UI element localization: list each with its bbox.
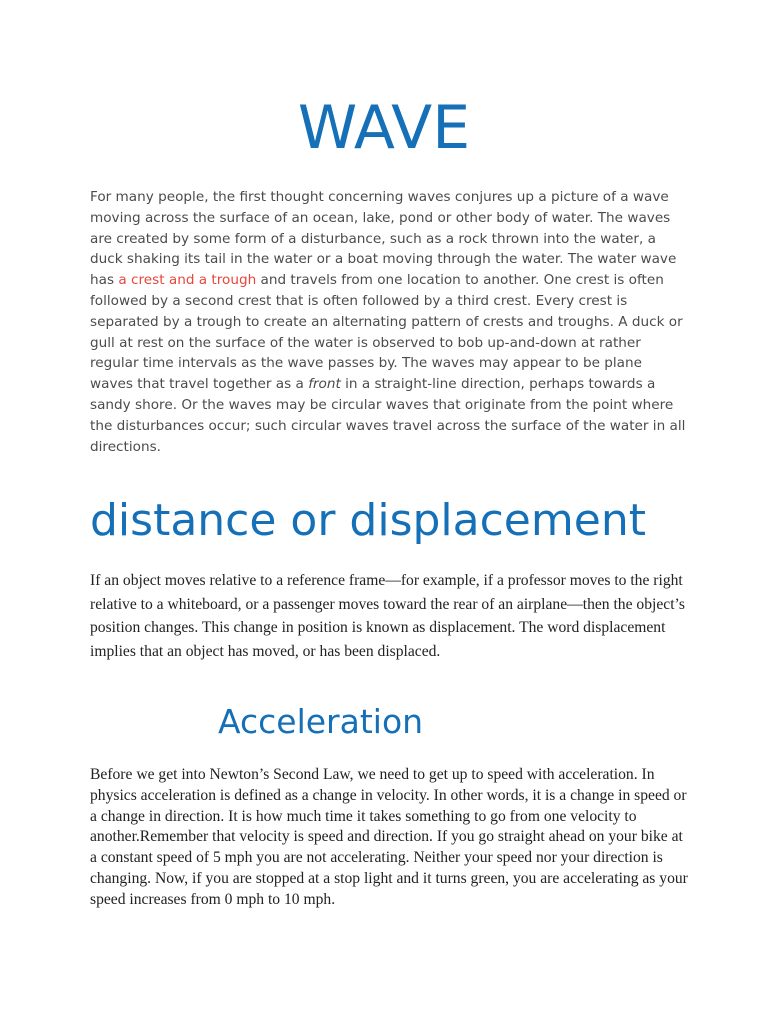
displacement-heading: distance or displacement [90,495,646,546]
displacement-paragraph: If an object moves relative to a reference frame—for example, if a professor moves to the right relative to a whiteboard, or a passenger moves toward the rear of an airplane—then the object’s position changes. This change in position is known as displacement. The word displacement implies that an object has moved, or has been displaced. [90,572,685,660]
acceleration-paragraph: Before we get into Newton’s Second Law, we need to get up to speed with acceleration. In physics acceleration is defined as a change in velocity. In other words, it is a change in speed or a change in direction. It is how much time it takes something to go from one velocity to another.Remember that velocity is speed and direction. If you go straight ahead on your bike at a constant speed of 5 mph you are not accelerating. Neither your speed nor your direction is changing. Now, if you are stopped at a stop light and it turns green, you are accelerating as your speed increases from 0 mph to 10 mph. [90,766,688,908]
intro-italic: front [308,376,341,393]
intro-text-2: and travels from one location to another. One crest is often followed by a second crest that is often followed by a third crest. Every crest is separated by a trough to create an alternating pattern of crests and troughs. A duck or gull at rest on the surface of the water is observed to bob up-and-down at rather regular time intervals as the wave passes by. The waves may appear to be plane waves that travel together as a [90,272,683,393]
intro-text-1: For many people, the first thought concerning waves conjures up a picture of a wave moving across the surface of an ocean, lake, pond or other body of water. The waves are created by some form of a disturbance, such as a rock thrown into the water, a duck shaking its tail in the water or a boat moving through the water. The water wave has [90,189,677,289]
document-title: WAVE [297,93,471,163]
intro-text-3: in a straight-line direction, perhaps towards a sandy shore. Or the waves may be circular waves that originate from the point where the disturbances occur; such circular waves travel across the surface of the water in all directions. [90,376,686,455]
acceleration-heading: Acceleration [218,702,424,741]
intro-highlight: a crest and a trough [118,272,257,289]
intro-paragraph [90,187,686,457]
